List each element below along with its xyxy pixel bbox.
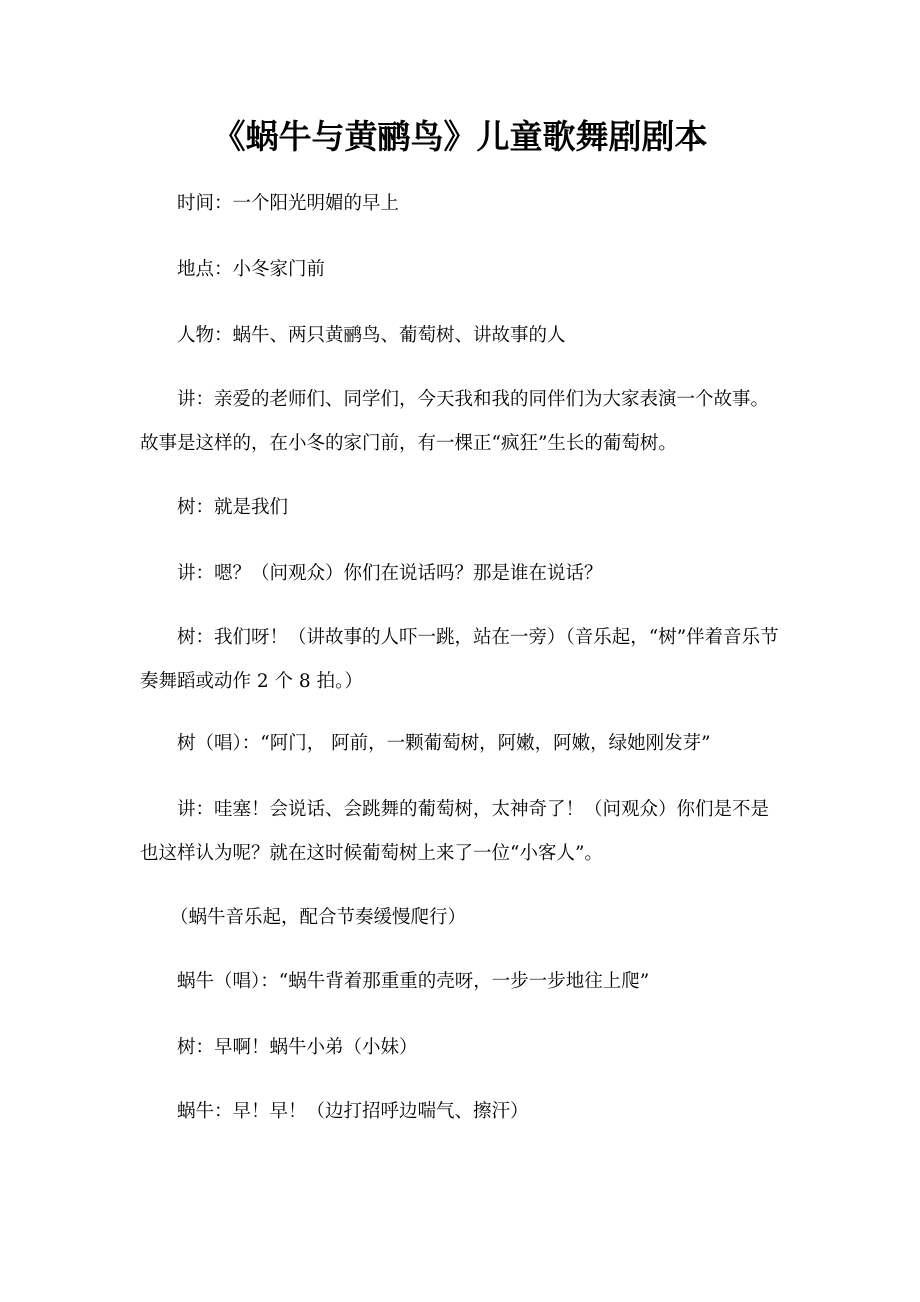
paragraph-snail-song: 蜗牛（唱）：“蜗牛背着那重重的壳呀，一步一步地往上爬” [177,971,650,992]
paragraph-tree-line-1: 树：就是我们 [177,497,289,518]
paragraph-time: 时间：一个阳光明媚的早上 [177,193,400,214]
paragraph-snail-reply: 蜗牛：早！早！（边打招呼边喘气、擦汗） [177,1101,529,1122]
paragraph-characters: 人物：蜗牛、两只黄鹂鸟、葡萄树、讲故事的人 [177,325,566,346]
paragraph-stage-direction: （蜗牛音乐起，配合节奏缓慢爬行） [170,907,467,928]
paragraph-tree-line-2: 树：我们呀！（讲故事的人吓一跳，站在一旁）（音乐起，“树”伴着音乐节奏舞蹈或动作 2 个 8 拍。） [140,627,779,692]
paragraph-narrator-line-2: 讲：嗯？（问观众）你们在说话吗？那是谁在说话？ [177,563,603,584]
paragraph-narrator-intro: 讲：亲爱的老师们、同学们，今天我和我的同伴们为大家表演一个故事。故事是这样的，在小冬的家门前，有一棵正“疯狂”生长的葡萄树。 [140,389,770,454]
paragraph-narrator-line-3: 讲：哇塞！会说话、会跳舞的葡萄树，太神奇了！（问观众）你们是不是也这样认为呢？就在这时候葡萄树上来了一位“小客人”。 [140,799,770,864]
paragraph-tree-song: 树（唱）：“阿门， 阿前，一颗葡萄树，阿嫩，阿嫩，绿她刚发芽” [177,733,711,754]
document-title: 《蜗牛与黄鹂鸟》儿童歌舞剧剧本 [212,117,708,156]
paragraph-tree-greeting: 树：早啊！蜗牛小弟（小妹） [177,1037,418,1058]
paragraph-location: 地点：小冬家门前 [177,259,326,280]
